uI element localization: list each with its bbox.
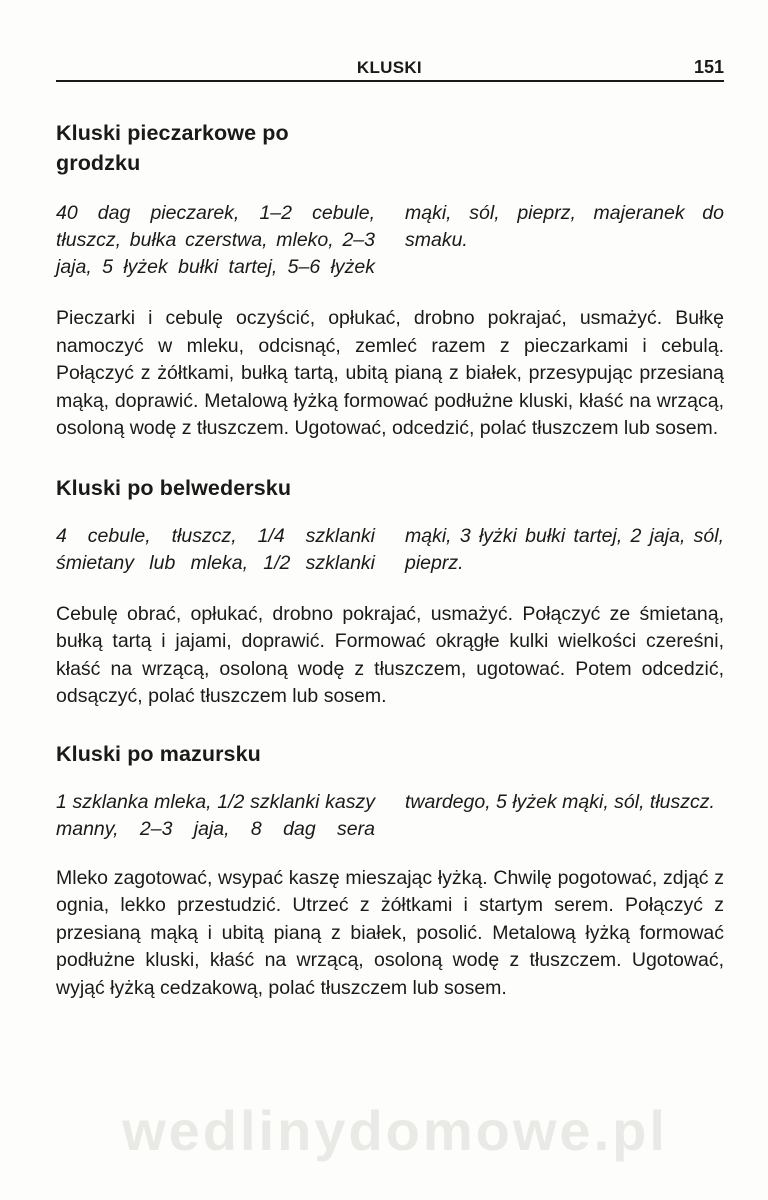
recipe-title: Kluski pieczarkowe po grodzku: [56, 121, 289, 175]
recipe-ingredients: 4 cebule, tłuszcz, 1/4 szklanki śmietany lub mleka, 1/2 szklanki mąki, 3 łyżki bułki tartej, 2 jaja, sól, pieprz.: [56, 524, 724, 574]
recipe-ingredients: 40 dag pieczarek, 1–2 cebule, tłuszcz, bułka czerstwa, mleko, 2–3 jaja, 5 łyżek bułki tartej, 5–6 łyżek mąki, sól, pieprz, majeranek do smaku.: [56, 202, 724, 278]
recipe-pieczarkowe: [56, 118, 724, 443]
recipe-title: Kluski po belwedersku: [56, 475, 292, 500]
recipe-title: Kluski po mazursku: [56, 741, 261, 766]
page-number: 151: [693, 57, 724, 77]
recipe-ingredients: 1 szklanka mleka, 1/2 szklanki kaszy manny, 2–3 jaja, 8 dag sera twardego, 5 łyżek mąki, sól, tłuszcz.: [56, 790, 715, 840]
recipe-method: Cebulę obrać, opłukać, drobno pokrajać, usmażyć. Połączyć ze śmietaną, bułką tartą i jajami, doprawić. Formować okrągłe kulki wielkości czereśni, kłaść na wrzącą, osoloną wodę z tłuszczem, ugotować. Potem odcedzić, odsączyć, polać tłuszczem lub sosem.: [56, 602, 724, 707]
watermark: wedlinydomowe.pl: [122, 1099, 668, 1162]
book-page: [56, 52, 724, 1002]
recipe-method: Mleko zagotować, wsypać kaszę mieszając łyżką. Chwilę pogotować, zdjąć z ognia, lekko przestudzić. Utrzeć z żółtkami i startym serem. Połączyć z przesianą mąką i ubitą pianą z białek, posolić. Metalową łyżką formować podłużne kluski, kłaść na wrzącą, osoloną wodę z tłuszczem. Ugotować, wyjąć łyżką cedzakową, polać tłuszczem lub sosem.: [56, 866, 724, 999]
recipe-belwedersku: [56, 473, 724, 711]
running-head: [56, 52, 724, 82]
recipe-method: Pieczarki i cebulę oczyścić, opłukać, drobno pokrajać, usmażyć. Bułkę namoczyć w mleku, odcisnąć, zemleć razem z pieczarkami i cebulą. Połączyć z żółtkami, bułką tartą, ubitą pianą z białek, przesypując przesianą mąką, doprawić. Metalową łyżką formować podłużne kluski, kłaść na wrzącą, osoloną wodę z tłuszczem. Ugotować, odcedzić, polać tłuszczem lub sosem.: [56, 307, 724, 439]
chapter-title: KLUSKI: [356, 58, 422, 77]
recipe-mazursku: [56, 739, 724, 1003]
